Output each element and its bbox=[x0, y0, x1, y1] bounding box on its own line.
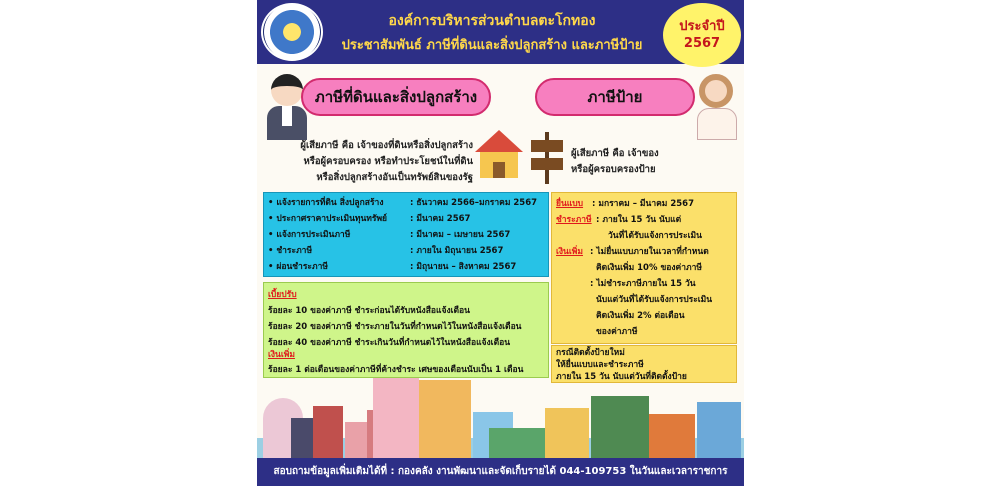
sign-taxpayer-line-2: หรือผู้ครอบครองป้าย bbox=[571, 164, 656, 175]
surcharge-line: คิดเงินเพิ่ม 2% ต่อเดือน bbox=[596, 311, 685, 321]
land-taxpayer-line-2: หรือผู้ครอบครอง หรือทำประโยชน์ในที่ดิน bbox=[303, 156, 473, 167]
signpost-icon bbox=[529, 132, 565, 184]
surcharge-label: เงินเพิ่ม bbox=[556, 247, 583, 257]
land-tax-pill: ภาษีที่ดินและสิ่งปลูกสร้าง bbox=[301, 78, 491, 116]
surcharge-line: : ไม่ยื่นแบบภายในเวลาที่กำหนด bbox=[590, 247, 709, 257]
fine-line: ร้อยละ 10 ของค่าภาษี ชำระก่อนได้รับหนังสือแจ้งเตือน bbox=[268, 306, 470, 316]
sign-taxpayer-line-1: ผู้เสียภาษี คือ เจ้าของ bbox=[571, 148, 659, 159]
land-schedule-period: : มิถุนายน – สิงหาคม 2567 bbox=[410, 262, 517, 272]
year-label: ประจำปี bbox=[679, 19, 725, 34]
fine-line: ร้อยละ 20 ของค่าภาษี ชำระภายในวันที่กำหนดไว้ในหนังสือแจ้งเตือน bbox=[268, 322, 522, 332]
year-value: 2567 bbox=[683, 36, 721, 51]
new-sign-line: กรณีติดตั้งป้ายใหม่ bbox=[556, 348, 625, 358]
year-badge bbox=[666, 6, 738, 64]
land-taxpayer-line-1: ผู้เสียภาษี คือ เจ้าของที่ดินหรือสิ่งปลูกสร้าง bbox=[300, 140, 473, 151]
penalty-surcharge-label: เงินเพิ่ม bbox=[268, 350, 295, 360]
surcharge-line: ของค่าภาษี bbox=[596, 327, 638, 337]
land-schedule-period: : มีนาคม 2567 bbox=[410, 214, 471, 224]
new-sign-line: ให้ยื่นแบบและชำระภาษี bbox=[556, 360, 644, 370]
pay-label: ชำระภาษี bbox=[556, 215, 592, 225]
land-schedule-item: • แจ้งการประเมินภาษี bbox=[268, 230, 351, 240]
fine-label: เบี้ยปรับ bbox=[268, 290, 297, 300]
land-taxpayer-line-3: หรือสิ่งปลูกสร้างอันเป็นทรัพย์สินของรัฐ bbox=[316, 172, 473, 183]
penalty-box bbox=[263, 282, 549, 378]
woman-illustration bbox=[693, 72, 741, 140]
file-label: ยื่นแบบ bbox=[556, 199, 584, 209]
surcharge-line: คิดเงินเพิ่ม 10% ของค่าภาษี bbox=[596, 263, 702, 273]
land-schedule-item: • ชำระภาษี bbox=[268, 246, 313, 256]
file-period: : มกราคม – มีนาคม 2567 bbox=[592, 199, 694, 209]
sign-schedule-box bbox=[551, 192, 737, 344]
header-subtitle: ประชาสัมพันธ์ ภาษีที่ดินและสิ่งปลูกสร้าง และภาษีป้าย bbox=[341, 38, 643, 53]
land-schedule-item: • แจ้งรายการที่ดิน สิ่งปลูกสร้าง bbox=[268, 198, 384, 208]
footer-contact: สอบถามข้อมูลเพิ่มเติมได้ที่ : กองคลัง งานพัฒนาและจัดเก็บรายได้ 044-109753 ในวันและเวลาราชการ bbox=[257, 458, 744, 486]
pay-period-2: วันที่ได้รับแจ้งการประเมิน bbox=[608, 231, 702, 241]
header-title: องค์การบริหารส่วนตำบลตะโกทอง bbox=[388, 13, 596, 29]
surcharge-line: นับแต่วันที่ได้รับแจ้งการประเมิน bbox=[596, 295, 713, 305]
sign-tax-pill: ภาษีป้าย bbox=[535, 78, 695, 116]
land-schedule-period: : ธันวาคม 2566–มกราคม 2567 bbox=[410, 198, 538, 208]
new-sign-line: ภายใน 15 วัน นับแต่วันที่ติดตั้งป้าย bbox=[556, 372, 687, 382]
tax-poster bbox=[257, 0, 744, 486]
land-schedule-item: • ประกาศราคาประเมินทุนทรัพย์ bbox=[268, 214, 388, 224]
surcharge-line: : ไม่ชำระภาษีภายใน 15 วัน bbox=[590, 279, 696, 289]
new-sign-box bbox=[551, 345, 737, 383]
penalty-surcharge-line: ร้อยละ 1 ต่อเดือนของค่าภาษีที่ค้างชำระ เศษของเดือนนับเป็น 1 เดือน bbox=[268, 365, 524, 375]
land-schedule-item: • ผ่อนชำระภาษี bbox=[268, 262, 328, 272]
organization-seal-icon bbox=[261, 3, 323, 61]
house-icon bbox=[475, 130, 523, 180]
land-schedule-box bbox=[263, 192, 549, 277]
fine-line: ร้อยละ 40 ของค่าภาษี ชำระเกินวันที่กำหนดไว้ในหนังสือแจ้งเตือน bbox=[268, 338, 511, 348]
pay-period: : ภายใน 15 วัน นับแต่ bbox=[596, 215, 682, 225]
land-schedule-period: : มีนาคม – เมษายน 2567 bbox=[410, 230, 511, 240]
land-schedule-period: : ภายใน มิถุนายน 2567 bbox=[410, 246, 504, 256]
